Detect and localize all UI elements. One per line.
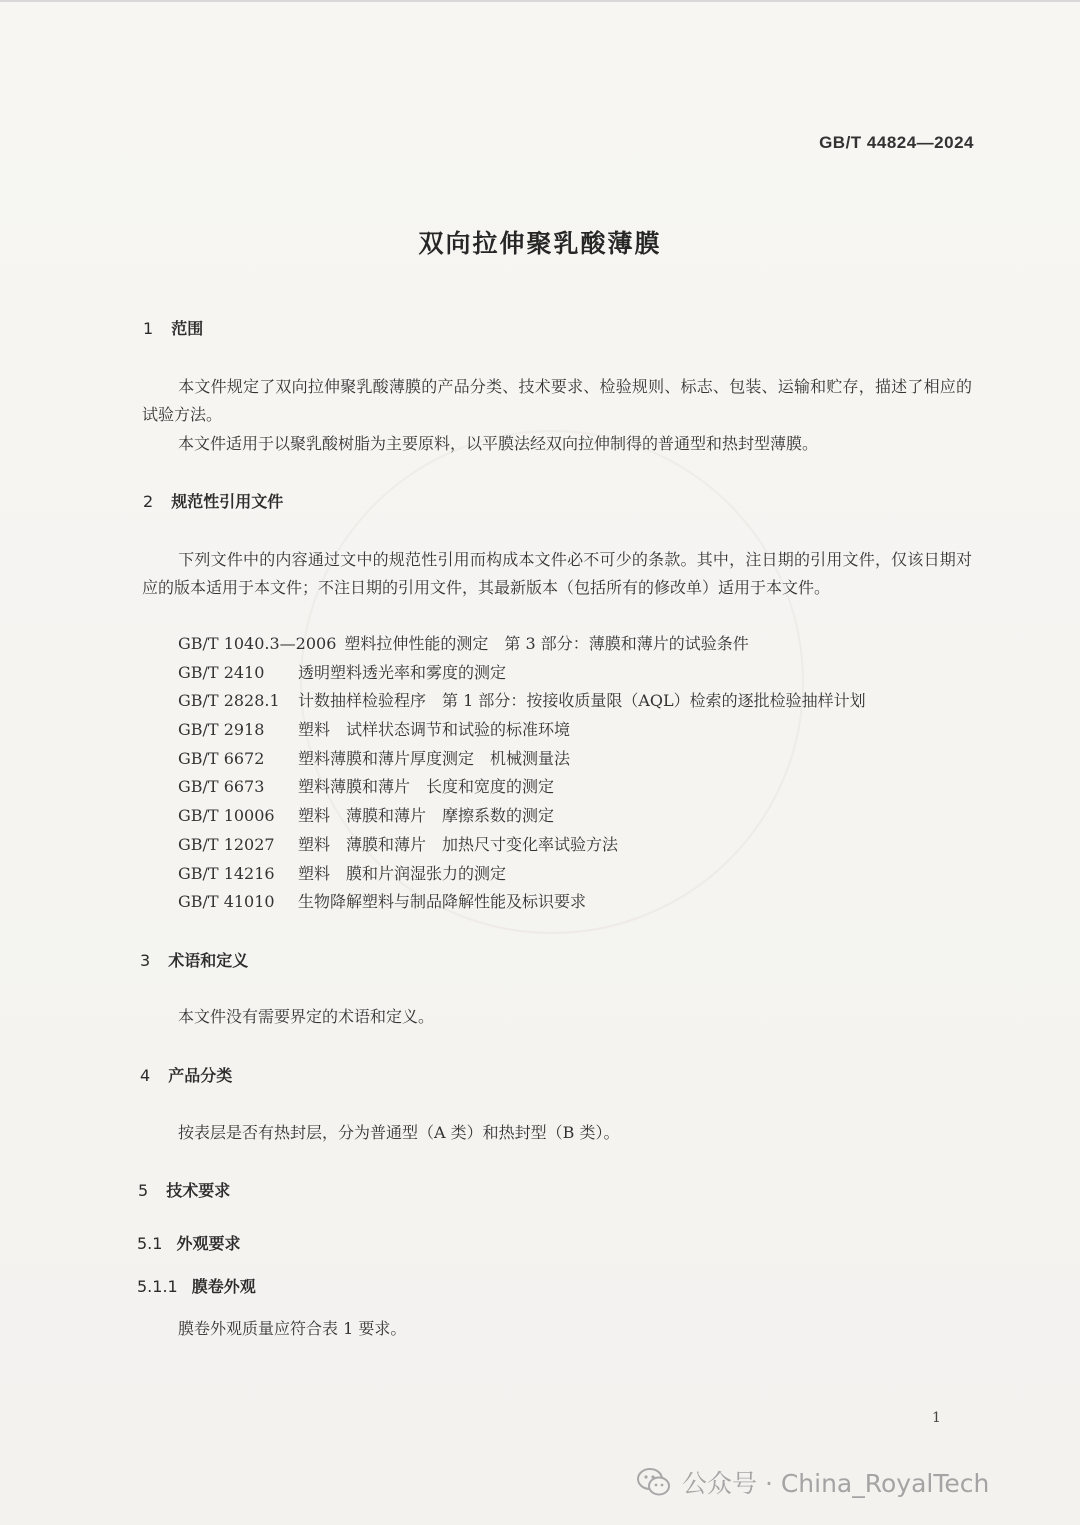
section-title: 规范性引用文件: [171, 492, 284, 511]
section-number: 3: [140, 951, 151, 970]
page-number: 1: [932, 1410, 941, 1426]
reference-item: [178, 630, 978, 659]
reference-item: [178, 802, 978, 831]
reference-item: [178, 745, 978, 774]
section-title: 技术要求: [166, 1181, 231, 1200]
reference-item: [178, 831, 978, 860]
section-1-paragraph-1: 本文件规定了双向拉伸聚乳酸薄膜的产品分类、技术要求、检验规则、标志、包装、运输和贮存，描述了相应的试验方法。: [142, 377, 972, 424]
section-title: 产品分类: [168, 1066, 233, 1085]
reference-name: 塑料 膜和片润湿张力的测定: [298, 863, 507, 883]
section-5-heading: [138, 1178, 230, 1201]
section-5-1-1-heading: [137, 1274, 256, 1297]
section-number: 5.1.1: [137, 1277, 178, 1296]
reference-code: GB/T 6672: [178, 748, 265, 768]
section-4-paragraph-1: 按表层是否有热封层，分为普通型（A 类）和热封型（B 类）。: [178, 1123, 620, 1142]
section-5-1-heading: [137, 1231, 240, 1254]
reference-code: GB/T 6673: [178, 777, 265, 797]
section-number: 1: [143, 319, 154, 338]
reference-code: GB/T 2828.1: [178, 691, 280, 711]
reference-item: [178, 659, 978, 688]
section-title: 膜卷外观: [191, 1277, 256, 1296]
section-3-heading: [140, 948, 248, 971]
normative-references-list: [178, 630, 978, 917]
section-number: 2: [143, 492, 154, 511]
section-title: 外观要求: [176, 1234, 241, 1253]
reference-code: GB/T 1040.3—2006: [178, 634, 337, 653]
reference-code: GB/T 14216: [178, 863, 275, 883]
section-title: 术语和定义: [168, 951, 249, 970]
section-5-1-1-paragraph-1: 膜卷外观质量应符合表 1 要求。: [178, 1319, 407, 1338]
reference-name: 塑料 薄膜和薄片 摩擦系数的测定: [298, 806, 555, 826]
reference-item: [178, 888, 978, 917]
reference-code: GB/T 10006: [178, 806, 275, 826]
section-1-heading: [143, 316, 203, 339]
section-title: 范围: [171, 319, 204, 338]
section-number: 5: [138, 1181, 149, 1200]
reference-code: GB/T 2410: [178, 662, 265, 682]
reference-code: GB/T 2918: [178, 720, 265, 740]
watermark-text: 公众号 · China_RoyalTech: [682, 1469, 990, 1498]
top-border: [0, 0, 1080, 2]
watermark: [636, 1462, 989, 1502]
standard-number: GB/T 44824—2024: [819, 133, 974, 152]
reference-name: 塑料薄膜和薄片厚度测定 机械测量法: [298, 748, 571, 768]
reference-name: 透明塑料透光率和雾度的测定: [298, 662, 507, 682]
section-number: 4: [140, 1066, 151, 1085]
reference-name: 塑料 试样状态调节和试验的标准环境: [298, 720, 571, 740]
reference-name: 计数抽样检验程序 第 1 部分：按接收质量限（AQL）检索的逐批检验抽样计划: [298, 691, 866, 711]
section-number: 5.1: [137, 1234, 163, 1253]
document-title: 双向拉伸聚乳酸薄膜: [418, 229, 662, 258]
reference-name: 塑料薄膜和薄片 长度和宽度的测定: [298, 777, 555, 797]
section-3-paragraph-1: 本文件没有需要界定的术语和定义。: [178, 1007, 435, 1026]
section-4-heading: [140, 1063, 232, 1086]
wechat-icon: [636, 1467, 672, 1497]
reference-name: 塑料 薄膜和薄片 加热尺寸变化率试验方法: [298, 834, 619, 854]
reference-code: GB/T 12027: [178, 834, 275, 854]
section-2-paragraph-1: 下列文件中的内容通过文中的规范性引用而构成本文件必不可少的条款。其中，注日期的引用文件，仅该日期对应的版本适用于本文件；不注日期的引用文件，其最新版本（包括所有的修改单）适用于本文件。: [142, 550, 972, 597]
reference-item: [178, 687, 978, 716]
reference-name: 生物降解塑料与制品降解性能及标识要求: [298, 892, 587, 912]
reference-name: 塑料拉伸性能的测定 第 3 部分：薄膜和薄片的试验条件: [344, 634, 749, 653]
reference-item: [178, 716, 978, 745]
section-2-heading: [143, 489, 283, 512]
reference-item: [178, 860, 978, 889]
reference-item: [178, 773, 978, 802]
section-1-paragraph-2: 本文件适用于以聚乳酸树脂为主要原料，以平膜法经双向拉伸制得的普通型和热封型薄膜。: [178, 434, 819, 453]
reference-code: GB/T 41010: [178, 892, 275, 912]
